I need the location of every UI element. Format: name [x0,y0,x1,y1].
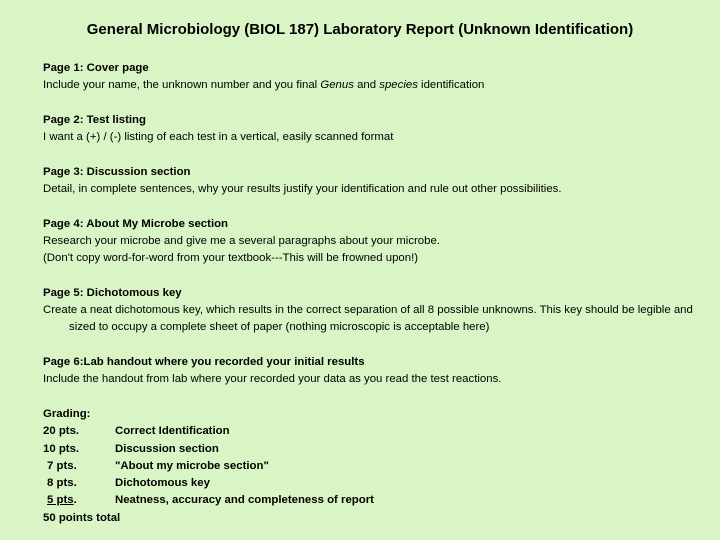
section-heading: Page 2: Test listing [43,113,146,126]
page-title: General Microbiology (BIOL 187) Laboratory Report (Unknown Identification) [86,21,634,38]
grading-description: Discussion section [115,442,219,455]
grading-points-underlined: 5 pts [47,494,74,507]
section-heading: Page 5: Dichotomous key [43,286,182,299]
section-text: Detail, in complete sentences, why your results justify your identification and rule out other possibilities. [43,183,562,196]
grading-section [43,406,703,527]
section-text: I want a (+) / (-) listing of each test in a vertical, easily scanned format [43,131,394,144]
grading-description: "About my microbe section" [115,459,269,472]
section-heading: Page 1: Cover page [43,62,149,74]
section-heading: Page 4: About My Microbe section [43,217,229,230]
text-part: identification [417,79,485,92]
grading-row [43,441,703,458]
section-text: Include the handout from lab where your recorded your data as you read the test reactions. [43,373,502,386]
grading-points: 20 pts. [43,425,80,438]
grading-points: 10 pts. [43,442,80,455]
grading-points: 8 pts. [47,477,77,490]
report-requirements [43,60,703,527]
species-word: species [379,79,418,92]
genus-word: Genus [320,79,354,92]
text-part: Include your name, the unknown number and you final [43,79,321,92]
grading-description: Correct Identification [115,425,230,438]
grading-row [43,492,703,509]
grading-row [43,423,703,440]
section-dichotomous-key [43,285,703,337]
section-text: (Don't copy word-for-word from your textbook---This will be frowned upon!) [43,252,419,265]
section-lab-handout [43,354,703,389]
section-text [43,77,703,94]
grading-title: Grading: [43,407,91,420]
grading-total: 50 points total [43,511,121,524]
grading-row [43,458,703,475]
section-cover-page [43,60,703,95]
grading-row [43,475,703,492]
grading-description: Neatness, accuracy and completeness of report [115,494,374,507]
section-heading: Page 3: Discussion section [43,165,191,178]
section-text: Create a neat dichotomous key, which results in the correct separation of all 8 possible unknowns. This key should be legible and sized to occupy a complete sheet of paper (nothing microscopic is acceptable here) [43,304,693,334]
grading-points: 7 pts. [47,459,77,472]
section-discussion [43,164,703,199]
grading-points-suffix: . [73,494,77,507]
grading-points [43,492,115,509]
section-about-my-microbe [43,216,703,268]
text-part: and [353,79,380,92]
grading-description: Dichotomous key [115,477,210,490]
section-heading: Page 6:Lab handout where you recorded your initial results [43,356,365,369]
section-text: Research your microbe and give me a several paragraphs about your microbe. [43,234,440,247]
section-test-listing [43,112,703,147]
